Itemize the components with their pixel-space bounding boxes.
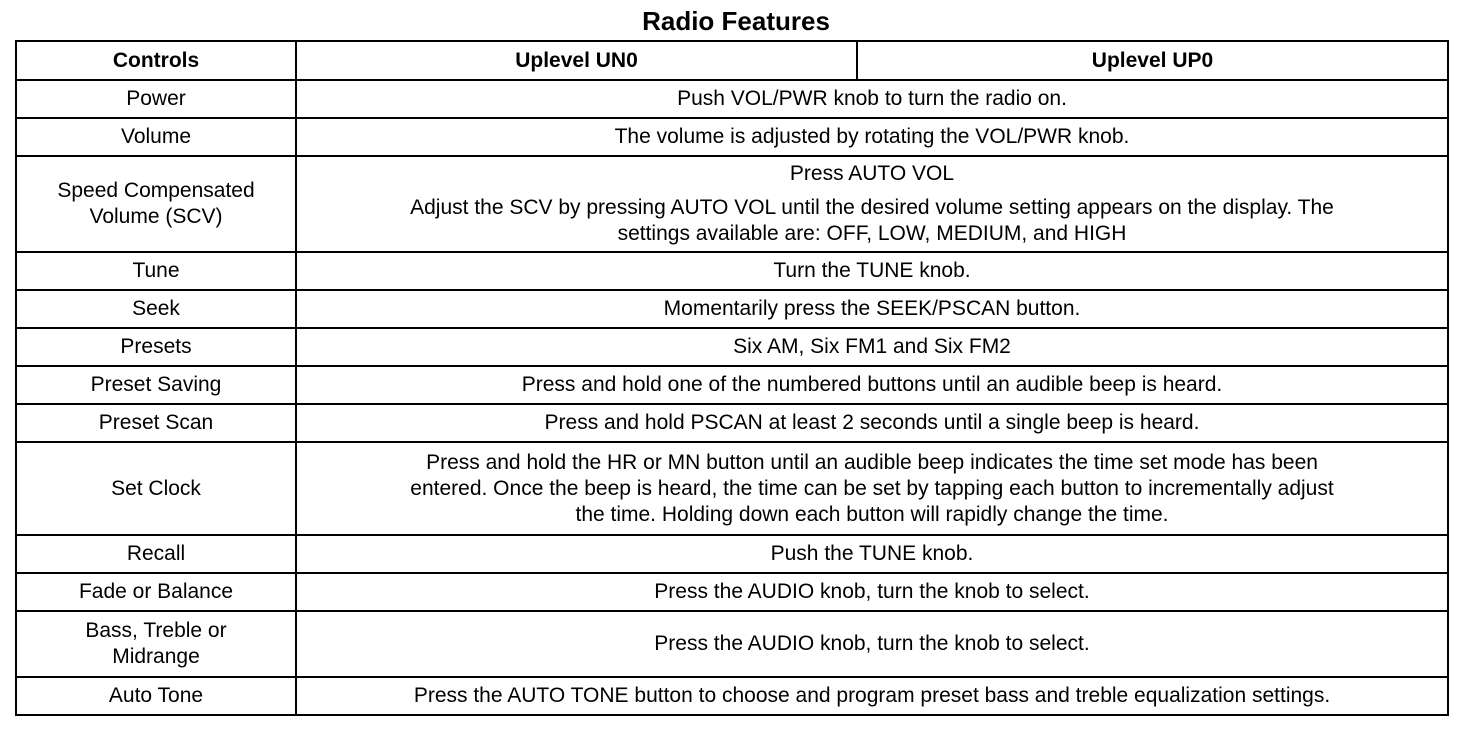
- description-text: entered. Once the beep is heard, the time can be set by tapping each button to incrementally adjust: [410, 476, 1334, 500]
- control-label: Tune: [132, 259, 180, 282]
- control-cell: [16, 611, 296, 677]
- control-cell: [16, 80, 296, 118]
- description-cell: [296, 290, 1448, 328]
- control-label: Volume: [120, 125, 192, 148]
- description-text: Press the AUDIO knob, turn the knob to select.: [654, 632, 1090, 655]
- table-row: [16, 328, 1448, 366]
- table-row: [16, 118, 1448, 156]
- description-cell: [296, 80, 1448, 118]
- table-row: [16, 366, 1448, 404]
- table-row: [16, 573, 1448, 611]
- table-row: [16, 611, 1448, 677]
- description-cell: [296, 118, 1448, 156]
- table-row: [16, 442, 1448, 535]
- page-title: Radio Features: [642, 6, 830, 36]
- control-label: Preset Saving: [90, 373, 222, 396]
- control-label: Presets: [120, 335, 192, 358]
- description-cell: [296, 573, 1448, 611]
- control-cell: [16, 535, 296, 573]
- control-label: Auto Tone: [108, 684, 204, 707]
- description-text: Press and hold PSCAN at least 2 seconds until a single beep is heard.: [544, 411, 1200, 434]
- table-row: [16, 290, 1448, 328]
- description-text: Turn the TUNE knob.: [773, 259, 971, 282]
- description-cell: [296, 611, 1448, 677]
- description-cell: [296, 442, 1448, 535]
- table-row: [16, 677, 1448, 715]
- header-uplevel-up0: Uplevel UP0: [857, 41, 1448, 80]
- description-text: Adjust the SCV by pressing AUTO VOL until the desired volume setting appears on the display. The: [410, 196, 1334, 219]
- description-text: Momentarily press the SEEK/PSCAN button.: [663, 297, 1081, 320]
- table-row: [16, 404, 1448, 442]
- description-text: Push VOL/PWR knob to turn the radio on.: [677, 87, 1067, 110]
- control-cell: [16, 290, 296, 328]
- control-label: Power: [126, 87, 186, 110]
- description-text: Press the AUDIO knob, turn the knob to select.: [654, 580, 1090, 603]
- control-label: Set Clock: [111, 476, 201, 500]
- header-uplevel-un0: Uplevel UN0: [296, 41, 857, 80]
- control-label: Seek: [132, 297, 180, 320]
- control-cell: [16, 328, 296, 366]
- control-label: Preset Scan: [98, 411, 214, 434]
- table-row: [16, 156, 1448, 252]
- description-text: Push the TUNE knob.: [770, 542, 974, 565]
- header-controls: Controls: [16, 41, 296, 80]
- description-text: Press AUTO VOL: [789, 162, 955, 185]
- control-label: Fade or Balance: [78, 580, 234, 603]
- radio-features-table: [15, 40, 1449, 716]
- description-text: Press the AUTO TONE button to choose and program preset bass and treble equalization settings.: [413, 684, 1331, 707]
- description-text: Press and hold one of the numbered buttons until an audible beep is heard.: [521, 373, 1223, 396]
- table-row: [16, 80, 1448, 118]
- control-label: Midrange: [112, 645, 200, 668]
- control-label: Speed Compensated: [57, 179, 255, 202]
- control-label: Recall: [126, 542, 186, 565]
- description-text: Six AM, Six FM1 and Six FM2: [733, 335, 1011, 358]
- control-label: Bass, Treble or: [85, 619, 227, 642]
- table-header-row: [16, 41, 1448, 80]
- table-row: [16, 252, 1448, 290]
- description-cell: [296, 535, 1448, 573]
- description-cell: [296, 252, 1448, 290]
- control-cell: [16, 156, 296, 252]
- description-text: the time. Holding down each button will rapidly change the time.: [575, 502, 1169, 526]
- control-cell: [16, 677, 296, 715]
- control-cell: [16, 118, 296, 156]
- control-label: Volume (SCV): [89, 205, 223, 228]
- description-text: The volume is adjusted by rotating the VOL/PWR knob.: [614, 125, 1130, 148]
- description-cell: [296, 677, 1448, 715]
- description-cell: [296, 328, 1448, 366]
- description-cell: [296, 366, 1448, 404]
- control-cell: [16, 252, 296, 290]
- table-row: [16, 535, 1448, 573]
- description-text: Press and hold the HR or MN button until an audible beep indicates the time set mode has been: [426, 450, 1318, 474]
- control-cell: [16, 573, 296, 611]
- control-cell: [16, 404, 296, 442]
- description-cell: [296, 156, 1448, 252]
- control-cell: [16, 366, 296, 404]
- control-cell: [16, 442, 296, 535]
- description-text: settings available are: OFF, LOW, MEDIUM, and HIGH: [617, 222, 1127, 245]
- description-cell: [296, 404, 1448, 442]
